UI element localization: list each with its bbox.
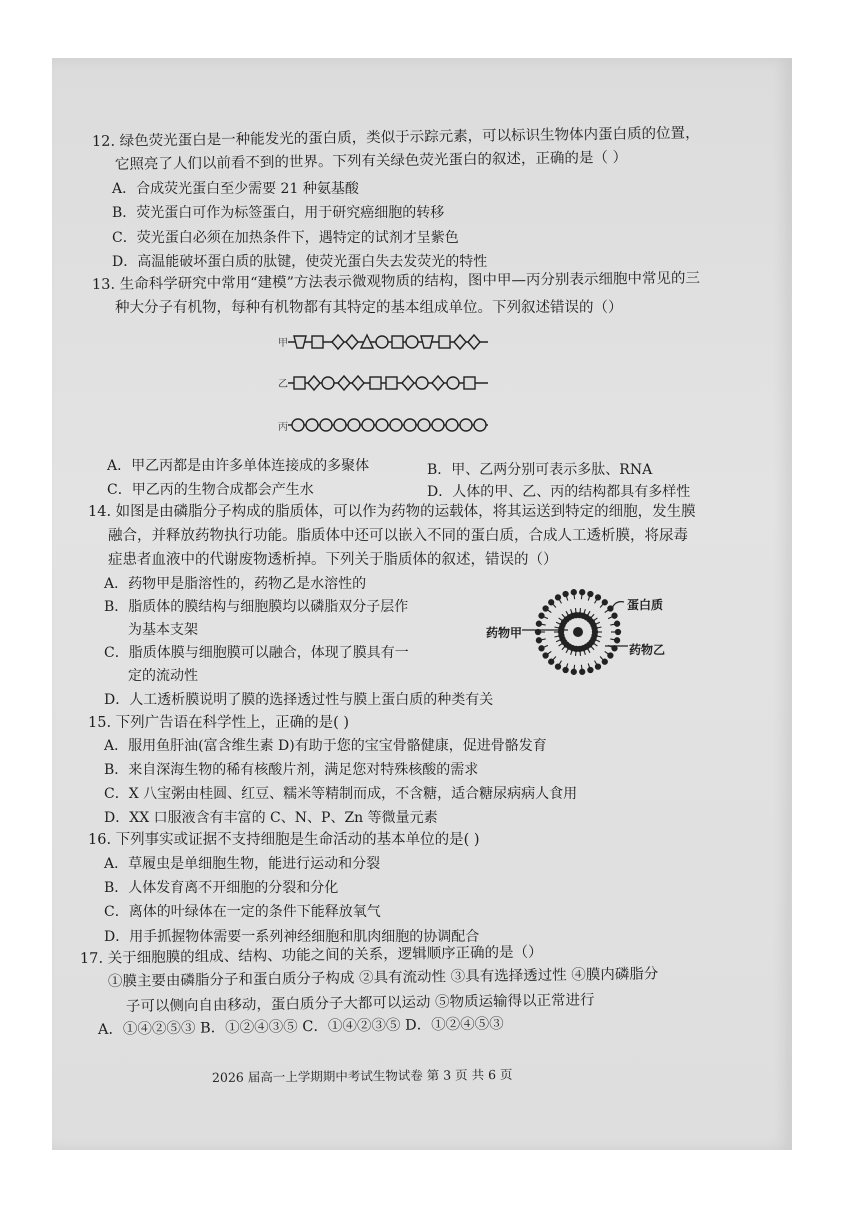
q17-statements-line1: ①膜主要由磷脂分子和蛋白质分子构成 ②具有流动性 ③具有选择透过性 ④膜内磷脂分 xyxy=(107,966,659,990)
q16-option-a: A．草履虫是单细胞生物，能进行运动和分裂 xyxy=(104,856,381,872)
chain-label-jia: 甲 xyxy=(278,338,288,349)
chain-jia xyxy=(288,335,488,349)
q13-option-b: B．甲、乙两分别可表示多肽、RNA xyxy=(427,462,653,478)
q16-option-c: C．离体的叶绿体在一定的条件下能释放氧气 xyxy=(104,904,381,920)
q15-option-c: C．X 八宝粥由桂圆、红豆、糯米等精制而成，不含糖，适合糖尿病病人食用 xyxy=(104,786,578,802)
q13-stem-line2: 种大分子有机物，每种有机物都有其特定的基本组成单位。下列叙述错误的（） xyxy=(115,300,623,316)
page-footer: 2026 届高一上学期期中考试生物试卷 第 3 页 共 6 页 xyxy=(211,1066,513,1085)
q12-option-d: D．高温能破坏蛋白质的肽键，使荧光蛋白失去发荧光的特性 xyxy=(112,254,488,270)
q17-stem: 17. 关于细胞膜的组成、结构、功能之间的关系，逻辑顺序正确的是（） xyxy=(79,944,543,967)
q16-option-d: D．用手抓握物体需要一系列神经细胞和肌肉细胞的协调配合 xyxy=(104,929,480,945)
q12-option-c: C．荧光蛋白必须在加热条件下，遇特定的试剂才呈紫色 xyxy=(112,230,459,246)
q13-option-d: D．人体的甲、乙、丙的结构都具有多样性 xyxy=(427,484,691,500)
q12-option-a: A．合成荧光蛋白至少需要 21 种氨基酸 xyxy=(112,181,359,197)
label-protein: 蛋白质 xyxy=(627,598,664,612)
liposome-pointer-lines xyxy=(520,594,650,654)
q17-options: A．①④②⑤③ B．①②④③⑤ C．①④②③⑤ D．①②④⑤③ xyxy=(97,1016,504,1038)
q14-stem-line3: 症患者血液中的代谢废物透析掉。下列关于脂质体的叙述，错误的（） xyxy=(108,552,558,568)
q12-stem-line2: 它照亮了人们以前看不到的世界。下列有关绿色荧光蛋白的叙述，正确的是（ ） xyxy=(114,149,628,173)
q16-option-b: B．人体发育离不开细胞的分裂和分化 xyxy=(104,880,339,896)
q16-stem: 16. 下列事实或证据不支持细胞是生命活动的基本单位的是( ) xyxy=(88,832,480,848)
q12-stem-line1: 12. 绿色荧光蛋白是一种能发光的蛋白质，类似于示踪元素，可以标识生物体内蛋白质的位置， xyxy=(91,125,700,150)
chain-label-yi: 乙 xyxy=(278,379,288,390)
q14-option-b-line2: 为基本支架 xyxy=(128,622,198,638)
q14-option-b-line1: B．脂质体的膜结构与细胞膜均以磷脂双分子层作 xyxy=(104,599,409,615)
q15-option-a: A．服用鱼肝油(富含维生素 D)有助于您的宝宝骨骼健康，促进骨骼发育 xyxy=(104,738,547,754)
q13-option-c: C．甲乙丙的生物合成都会产生水 xyxy=(107,482,314,498)
q15-stem: 15. 下列广告语在科学性上，正确的是( ) xyxy=(88,715,350,731)
q17-statements-line2: 子可以侧向自由移动，蛋白质分子大都可以运动 ⑤物质运输得以正常进行 xyxy=(125,992,595,1015)
q13-option-a: A．甲乙丙都是由许多单体连接成的多聚体 xyxy=(107,458,370,474)
q13-stem-line1: 13. 生命科学研究中常用“建模”方法表示微观物质的结构，图中甲—丙分别表示细胞中常见的三 xyxy=(91,270,701,293)
q12-option-b: B．荧光蛋白可作为标签蛋白，用于研究癌细胞的转移 xyxy=(112,205,445,221)
q15-option-d: D．XX 口服液含有丰富的 C、N、P、Zn 等微量元素 xyxy=(104,810,438,826)
q14-option-d: D．人工透析膜说明了膜的选择透过性与膜上蛋白质的种类有关 xyxy=(104,692,494,708)
macromolecule-chains-figure xyxy=(288,330,498,440)
q14-option-c-line2: 定的流动性 xyxy=(128,668,198,684)
chain-yi xyxy=(288,376,488,390)
chain-bing xyxy=(288,419,488,431)
q15-option-b: B．来自深海生物的稀有核酸片剂，满足您对特殊核酸的需求 xyxy=(104,762,479,778)
q14-option-c-line1: C．脂质体膜与细胞膜可以融合，体现了膜具有一 xyxy=(104,645,409,661)
label-drug-a: 药物甲 xyxy=(486,626,523,640)
q14-stem-line1: 14. 如图是由磷脂分子构成的脂质体，可以作为药物的运载体，将其运送到特定的细胞，发生膜 xyxy=(88,504,696,520)
q14-option-a: A．药物甲是脂溶性的，药物乙是水溶性的 xyxy=(104,576,367,592)
chain-label-bing: 丙 xyxy=(278,422,288,433)
q14-stem-line2: 融合，并释放药物执行功能。脂质体中还可以嵌入不同的蛋白质，合成人工透析膜，将尿毒 xyxy=(108,528,688,544)
label-drug-b: 药物乙 xyxy=(629,643,666,657)
